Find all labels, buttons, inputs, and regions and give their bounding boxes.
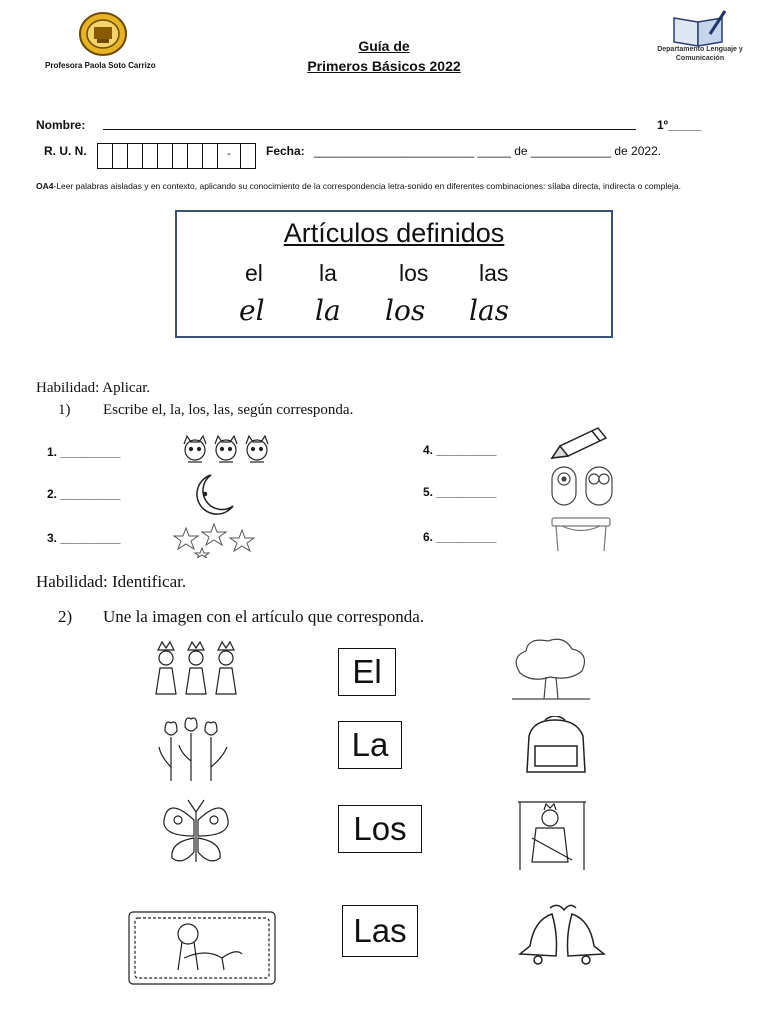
king-on-throne-icon[interactable] — [514, 798, 590, 872]
book-pen-icon — [670, 8, 728, 48]
three-cats-icon — [180, 434, 274, 468]
item-4[interactable]: 4. _________ — [423, 443, 497, 457]
instruction-2: Une la imagen con el artículo que corresponda. — [103, 607, 424, 626]
article-cursive-el: el — [239, 294, 265, 327]
article-print-las: las — [479, 260, 509, 286]
run-field[interactable]: - — [97, 143, 256, 169]
run-label: R. U. N. — [44, 144, 87, 158]
article-print-el: el — [245, 260, 263, 286]
articles-title: Artículos definidos — [283, 218, 505, 248]
pencil-icon — [548, 424, 612, 462]
word-las[interactable]: Las — [342, 905, 418, 957]
backpack-icon[interactable] — [519, 716, 593, 776]
title-line1: Guía de — [358, 38, 410, 54]
nombre-label: Nombre: — [36, 118, 86, 132]
butterfly-icon[interactable] — [158, 796, 234, 872]
skill-apply: Habilidad: Aplicar. — [36, 380, 151, 396]
item-3[interactable]: 3. _________ — [47, 531, 121, 545]
fecha-label: Fecha: — [266, 144, 305, 158]
fecha-field[interactable]: ________________________ _____ de ____________ de 2022. — [314, 144, 662, 158]
skill-identify: Habilidad: Identificar. — [36, 572, 187, 591]
title-line2: Primeros Básicos 2022 — [307, 58, 461, 74]
item-1[interactable]: 1. _________ — [47, 445, 121, 459]
tulips-icon[interactable] — [157, 717, 229, 783]
article-cursive-las: las — [469, 294, 510, 327]
crescent-moon-icon — [185, 472, 237, 518]
objective-text: OA4-Leer palabras aisladas y en contexto, aplicando su conocimiento de la correspondencia letra-sonido en diferentes combinaciones: sílaba directa, indirecta o compleja. — [36, 181, 681, 191]
dept-line1: Departamento Lenguaje y — [657, 46, 743, 53]
article-cursive-los: los — [385, 294, 426, 327]
instruction-1: Escribe el, la, los, las, según corresponda. — [103, 402, 354, 418]
item-6[interactable]: 6. _________ — [423, 530, 497, 544]
curso-field[interactable]: 1º_____ — [657, 118, 702, 132]
word-los[interactable]: Los — [338, 805, 422, 853]
dept-line2: Comunicación — [675, 55, 725, 62]
stars-icon — [172, 522, 258, 558]
article-cursive-la: la — [315, 294, 341, 327]
item-5[interactable]: 5. _________ — [423, 485, 497, 499]
nombre-field[interactable] — [103, 129, 636, 130]
article-print-los: los — [399, 260, 429, 286]
three-kings-icon[interactable] — [152, 640, 240, 698]
lion-cub-icon[interactable] — [126, 908, 278, 988]
teacher-name: Profesora Paola Soto Carrizo — [45, 61, 156, 70]
word-el[interactable]: El — [338, 648, 396, 696]
instruction-1-number: 1) — [58, 402, 71, 418]
tree-icon[interactable] — [510, 637, 592, 703]
bells-icon[interactable] — [514, 900, 610, 968]
word-la[interactable]: La — [338, 721, 402, 769]
instruction-2-number: 2) — [58, 607, 73, 626]
table-icon — [548, 515, 614, 553]
minions-icon — [548, 463, 616, 509]
item-2[interactable]: 2. _________ — [47, 487, 121, 501]
articles-box — [175, 210, 613, 338]
article-print-la: la — [319, 260, 337, 286]
